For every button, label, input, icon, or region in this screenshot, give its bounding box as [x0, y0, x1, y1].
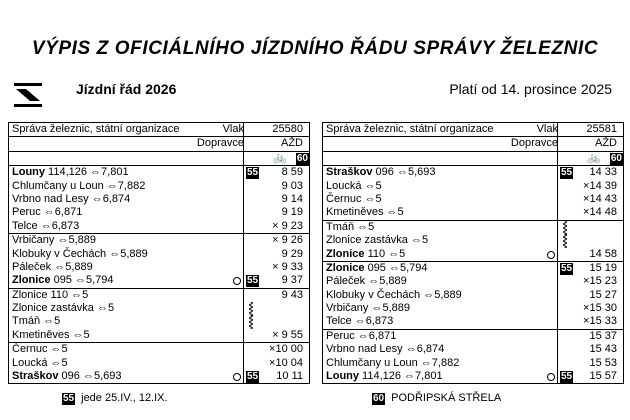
table-row: [9, 220, 309, 233]
wavy-line-icon: [248, 302, 254, 316]
station-label: Kmetiněves: [12, 328, 70, 341]
station-name: [12, 289, 88, 302]
bicycle-icon: 🚲: [587, 151, 601, 164]
station-connections: ⇔6,874: [88, 192, 131, 205]
service-row: [9, 152, 309, 166]
bicycle-icon: 🚲: [273, 151, 287, 164]
station-connections: ⇔5,889: [106, 247, 148, 260]
table-row: [323, 180, 623, 193]
station-name: [12, 261, 93, 274]
table-row: [9, 370, 309, 383]
departure-time: ×14 43: [583, 192, 617, 205]
station-connections: ⇔6,873: [37, 219, 80, 232]
station-name: [12, 329, 90, 342]
table-row: [9, 166, 309, 179]
departure-time: ×15 33: [583, 315, 617, 328]
station-connections: ⇔5,889: [420, 288, 462, 301]
station-connections: ⇔5: [47, 356, 68, 369]
station-name: [12, 315, 60, 328]
station-label: Vrbičany: [326, 302, 369, 315]
station-name: [326, 289, 462, 302]
departure-time: 15 27: [589, 288, 617, 301]
station-label: Zlonice zastávka: [12, 302, 94, 315]
table-row: [9, 233, 309, 247]
station-connections: ⇔6,873: [351, 315, 394, 328]
table-row: [323, 206, 623, 219]
station-name: [12, 220, 79, 233]
station-connections: ⇔6,871: [40, 206, 83, 219]
table-row: [323, 166, 623, 179]
note-badge: 55: [63, 393, 75, 404]
train-number: 25580: [272, 123, 303, 135]
note-badge: 60: [373, 393, 385, 404]
station-name: [326, 180, 382, 193]
station-connections: 095 ⇔5,794: [364, 261, 428, 274]
stop-marker-icon: [233, 373, 241, 381]
table-row: [323, 329, 623, 343]
departure-time: 15 57: [589, 370, 617, 383]
station-connections: 110 ⇔5: [364, 247, 406, 260]
note-badge: 55: [561, 167, 573, 179]
table-row: [9, 288, 309, 302]
station-name: [326, 315, 393, 328]
station-connections: ⇔5: [361, 192, 382, 205]
departure-time: ×14 39: [583, 179, 617, 192]
departure-time: × 9 33: [272, 260, 303, 273]
station-label: Páleček: [326, 275, 366, 288]
station-name: [326, 221, 374, 234]
railway-logo-icon: [14, 83, 42, 107]
station-connections: 114,126 ⇔7,801: [45, 166, 129, 179]
departure-time: 14 33: [589, 166, 617, 179]
station-label: Zlonice: [326, 261, 365, 274]
station-connections: ⇔5,889: [51, 260, 93, 273]
departure-time: 10 11: [276, 370, 303, 383]
timetable-year: Jízdní řád 2026: [76, 81, 177, 97]
station-name: [12, 206, 82, 219]
carrier-row: [9, 137, 309, 151]
timetable-left: [8, 122, 310, 384]
service-row: [323, 152, 623, 166]
table-row: [9, 193, 309, 206]
departure-time: 15 37: [589, 329, 617, 342]
station-label: Černuc: [12, 343, 48, 356]
station-label: Peruc: [12, 206, 41, 219]
departure-time: 15 53: [589, 356, 617, 369]
station-connections: ⇔5: [354, 220, 375, 233]
station-label: Loucká: [326, 179, 362, 192]
departure-time: ×10 00: [269, 343, 303, 356]
station-label: Vrbičany: [12, 234, 55, 247]
station-name: [326, 330, 396, 343]
departure-time: 8 59: [281, 166, 303, 179]
station-name: [12, 180, 145, 193]
station-label: Chlumčany u Loun: [326, 356, 418, 369]
note-badge: 55: [561, 371, 573, 383]
station-name: [326, 370, 443, 383]
table-row: [9, 329, 309, 342]
table-row: [9, 206, 309, 219]
carrier-label: Dopravce: [510, 137, 558, 150]
station-label: Zlonice zastávka: [326, 234, 408, 247]
station-label: Zlonice: [12, 274, 51, 287]
station-name: [12, 357, 68, 370]
wavy-line-icon: [562, 234, 568, 248]
station-connections: ⇔7,882: [417, 356, 460, 369]
carrier-value: AŽD: [595, 137, 617, 150]
station-connections: ⇔5,889: [368, 302, 410, 315]
station-connections: 096 ⇔5,693: [58, 370, 122, 383]
departure-time: × 9 23: [272, 219, 303, 232]
table-row: [323, 275, 623, 288]
stop-marker-icon: [547, 373, 555, 381]
station-connections: 114,126 ⇔7,801: [359, 370, 443, 383]
station-name: [12, 166, 129, 179]
table-row: [323, 289, 623, 302]
station-name: [12, 302, 114, 315]
train-label: Vlak: [222, 123, 244, 135]
station-connections: 096 ⇔5,693: [372, 166, 436, 179]
header-row: [9, 123, 309, 137]
station-name: [326, 193, 382, 206]
validity-date: Platí od 14. prosince 2025: [449, 81, 612, 97]
station-label: Telce: [326, 315, 352, 328]
station-label: Vrbno nad Lesy: [12, 192, 89, 205]
station-name: [326, 166, 435, 179]
stop-marker-icon: [233, 277, 241, 285]
column-divider: [557, 123, 558, 383]
wavy-line-icon: [562, 221, 568, 235]
station-name: [12, 274, 114, 287]
station-name: [12, 234, 96, 247]
station-label: Zlonice: [12, 288, 48, 301]
departure-time: 9 19: [281, 206, 303, 219]
departure-time: 9 37: [281, 274, 303, 287]
note-badge: 60: [296, 152, 308, 164]
station-label: Klobuky v Čechách: [326, 288, 421, 301]
station-label: Louny: [12, 166, 45, 179]
station-label: Straškov: [326, 166, 373, 179]
departure-time: ×15 23: [583, 275, 617, 288]
station-name: [326, 234, 428, 247]
wavy-line-icon: [248, 315, 254, 329]
table-row: [323, 302, 623, 315]
table-row: [9, 315, 309, 328]
station-connections: ⇔5: [47, 343, 68, 356]
station-connections: ⇔5,889: [54, 234, 96, 247]
timetable-right: [322, 122, 624, 384]
table-row: [323, 357, 623, 370]
table-row: [323, 261, 623, 275]
table-row: [323, 248, 623, 261]
station-connections: ⇔5: [383, 206, 404, 219]
note-badge: 55: [561, 262, 573, 274]
table-row: [9, 357, 309, 370]
note-badge: 55: [247, 275, 259, 287]
station-name: [12, 370, 121, 383]
departure-time: × 9 26: [272, 234, 303, 247]
station-label: Páleček: [12, 260, 52, 273]
table-row: [323, 370, 623, 383]
departure-time: ×15 30: [583, 302, 617, 315]
station-connections: ⇔5: [40, 315, 61, 328]
station-label: Loucká: [12, 356, 48, 369]
stop-marker-icon: [547, 251, 555, 259]
note-badge: 60: [610, 152, 622, 164]
station-name: [326, 275, 407, 288]
table-row: [323, 193, 623, 206]
note-badge: 55: [247, 371, 259, 383]
table-row: [9, 274, 309, 287]
station-connections: ⇔5: [69, 328, 90, 341]
station-name: [12, 193, 130, 206]
table-row: [323, 220, 623, 234]
departure-time: 9 03: [281, 179, 303, 192]
table-row: [9, 180, 309, 193]
table-row: [9, 261, 309, 274]
footnote-55: [62, 392, 168, 405]
page-title: VÝPIS Z OFICIÁLNÍHO JÍZDNÍHO ŘÁDU SPRÁVY ŽELEZNIC: [31, 38, 599, 59]
departure-time: 15 43: [589, 343, 617, 356]
table-row: [323, 315, 623, 328]
carrier-value: AŽD: [281, 137, 303, 150]
departure-time: 9 43: [281, 288, 303, 301]
departure-time: 15 19: [589, 261, 617, 274]
station-label: Klobuky v Čechách: [12, 247, 107, 260]
departure-time: ×10 04: [269, 356, 303, 369]
station-label: Chlumčany u Loun: [12, 179, 104, 192]
table-row: [9, 302, 309, 315]
carrier-label: Dopravce: [196, 137, 244, 150]
carrier-row: [323, 137, 623, 151]
station-label: Tmáň: [326, 220, 355, 233]
departure-time: 14 58: [589, 247, 617, 260]
station-connections: ⇔6,874: [402, 343, 445, 356]
station-label: Zlonice: [326, 247, 365, 260]
footnote-60: [372, 392, 501, 405]
departure-time: × 9 55: [272, 328, 303, 341]
train-number: 25581: [586, 123, 617, 135]
station-label: Tmáň: [12, 315, 41, 328]
station-name: [12, 343, 68, 356]
station-connections: 095 ⇔5,794: [50, 274, 114, 287]
station-connections: ⇔5,889: [365, 275, 407, 288]
note-badge: 55: [247, 167, 259, 179]
station-connections: ⇔5: [93, 302, 115, 315]
station-connections: ⇔5: [361, 179, 382, 192]
station-connections: ⇔7,882: [103, 179, 146, 192]
table-row: [323, 234, 623, 247]
station-label: Vrbno nad Lesy: [326, 343, 403, 356]
station-name: [326, 302, 410, 315]
column-divider: [243, 123, 244, 383]
station-connections: ⇔6,871: [354, 329, 397, 342]
station-label: Straškov: [12, 370, 59, 383]
station-name: [326, 343, 444, 356]
station-name: [12, 248, 148, 261]
footnote-text: PODŘIPSKÁ STŘELA: [391, 392, 502, 404]
station-name: [326, 262, 428, 275]
station-connections: ⇔5: [407, 234, 429, 247]
station-name: [326, 248, 405, 261]
station-label: Černuc: [326, 192, 362, 205]
departure-time: ×14 48: [583, 206, 617, 219]
departure-time: 9 14: [281, 192, 303, 205]
table-row: [9, 342, 309, 356]
footnote-text: jede 25.IV., 12.IX.: [81, 392, 168, 404]
station-label: Louny: [326, 370, 359, 383]
station-connections: 110 ⇔5: [47, 288, 89, 301]
station-name: [326, 206, 404, 219]
operator-name: Správa železnic, státní organizace: [12, 123, 180, 135]
station-label: Kmetiněves: [326, 206, 384, 219]
station-label: Telce: [12, 219, 38, 232]
train-label: Vlak: [536, 123, 558, 135]
table-row: [323, 343, 623, 356]
table-row: [9, 248, 309, 261]
departure-time: 9 29: [281, 247, 303, 260]
header-row: [323, 123, 623, 137]
operator-name: Správa železnic, státní organizace: [326, 123, 494, 135]
station-label: Peruc: [326, 329, 355, 342]
station-name: [326, 357, 459, 370]
